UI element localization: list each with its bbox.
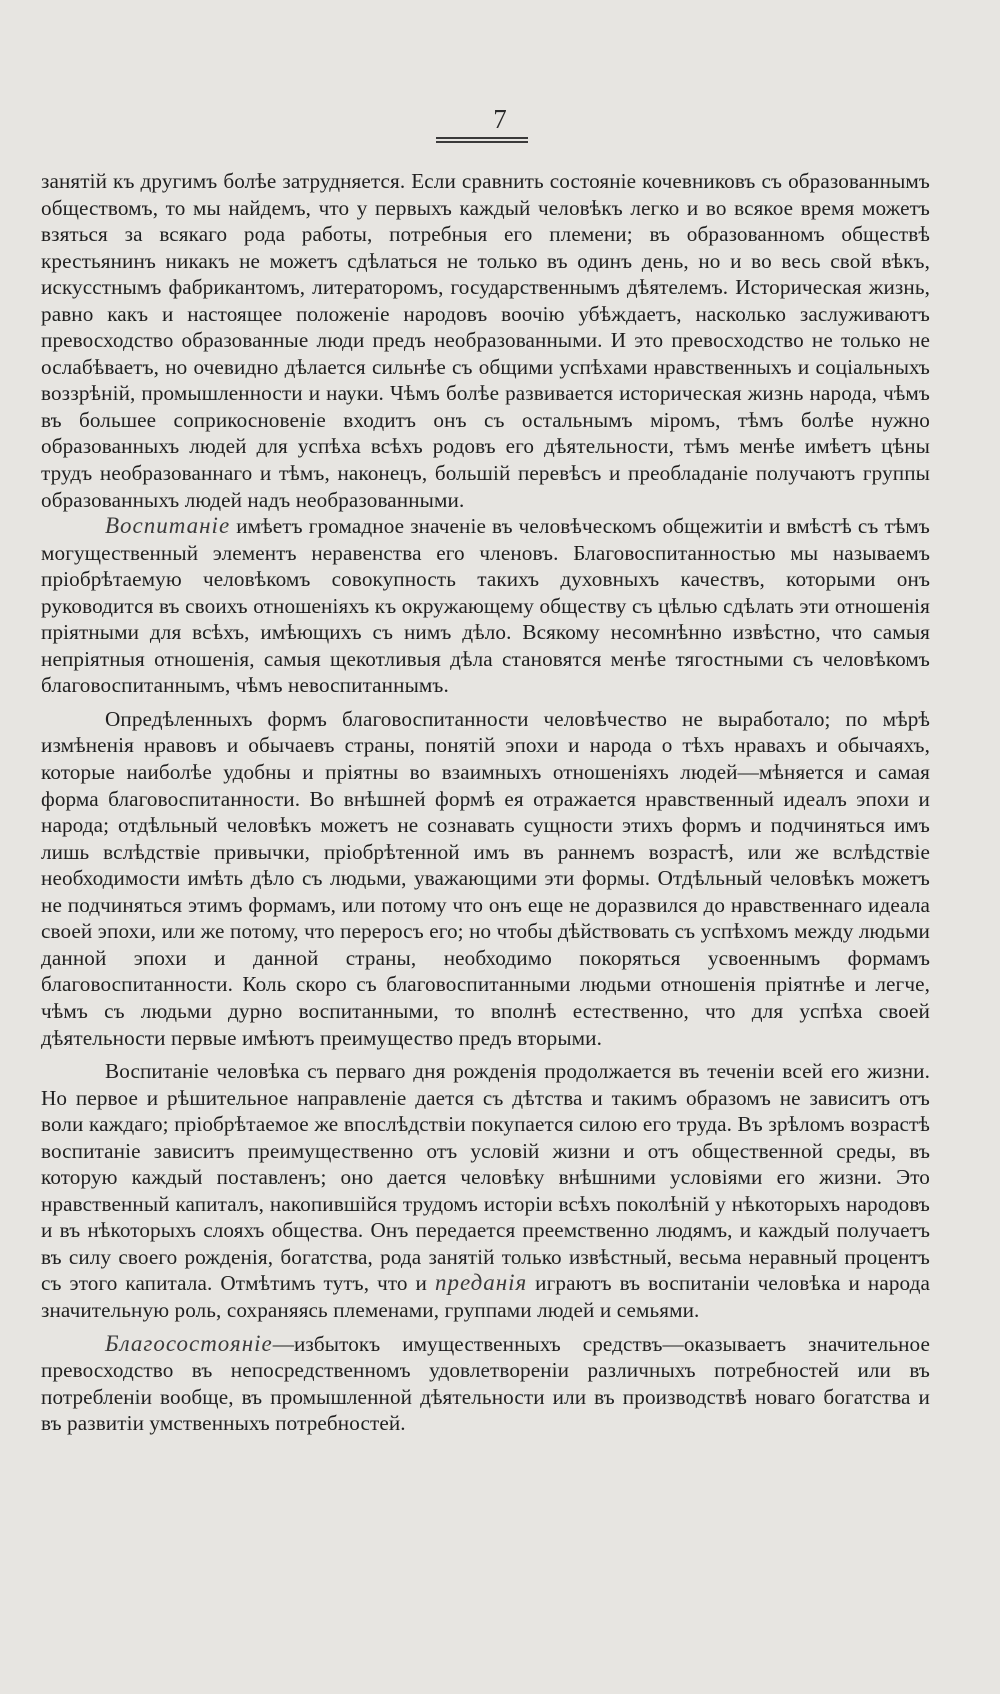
- paragraph-4-text-after: играютъ въ воспитаніи человѣка и народа значительную роль, сохраняясь племенами, группами людей и семьями.: [41, 1271, 930, 1322]
- paragraph-5-text: —избытокъ имущественныхъ средствъ—оказываетъ значительное превосходство въ непосредственномъ удовлетвореніи различныхъ потребностей или въ потребленіи вообще, въ промышленной дѣятельности или въ производствѣ новаго богатства и въ развитіи умственныхъ потребностей.: [41, 1331, 930, 1436]
- paragraph-3-text: Опредѣленныхъ формъ благовоспитанности человѣчество не выработало; по мѣрѣ измѣненія нравовъ и обычаевъ страны, понятій эпохи и народа о тѣхъ нравахъ и обычаяхъ, которые наиболѣе удобны и пріятны во взаимныхъ отношеніяхъ людей—мѣняется и самая форма благовоспитанности. Во внѣшней формѣ ея отражается нравственный идеалъ эпохи и народа; отдѣльный человѣкъ можетъ не сознавать сущности этихъ формъ и подчиняться имъ лишь вслѣдствіе привычки, пріобрѣтенной имъ въ раннемъ возрастѣ, или же вслѣдствіе необходимости имѣть дѣло съ людьми, уважающими эти формы. Отдѣльный человѣкъ можетъ не подчиняться этимъ формамъ, или потому что онъ еще не доразвился до нравственнаго идеала своей эпохи, или же потому, что переросъ его; но чтобы дѣйствовать съ успѣхомъ между людьми данной эпохи и данной страны, необходимо покоряться усвоеннымъ формамъ благовоспитанности. Коль скоро съ благовоспитанными людьми отношенія пріятнѣе и легче, чѣмъ съ людьми дурно воспитанными, то вполнѣ естественно, что для успѣха своей дѣятельности первые имѣютъ преимущество предъ вторыми.: [41, 706, 930, 1050]
- page-number: 7: [493, 104, 507, 134]
- paragraph-1-text: занятій къ другимъ болѣе затрудняется. Если сравнить состояніе кочевниковъ съ образованнымъ обществомъ, то мы найдемъ, что у первыхъ каждый человѣкъ легко и во всякое время можетъ взяться за всякаго рода работы, потребныя его племени; въ образованномъ обществѣ крестьянинъ никакъ не можетъ сдѣлаться не только въ одинъ день, но и во весь свой вѣкъ, искусстнымъ фабрикантомъ, литераторомъ, государственнымъ дѣятелемъ. Историческая жизнь, равно какъ и настоящее положеніе народовъ воочію убѣждаетъ, насколько заслуживаютъ превосходство образованные люди предъ необразованными. И это превосходство не только не ослабѣваетъ, но очевидно дѣлается сильнѣе съ общими успѣхами нравственныхъ и соціальныхъ воззрѣній, промышленности и науки. Чѣмъ болѣе развивается историческая жизнь народа, чѣмъ въ большее соприкосновеніе входитъ онъ съ остальнымъ міромъ, тѣмъ болѣе нужно образованныхъ людей для успѣха всѣхъ родовъ его дѣятельности, тѣмъ менѣе имѣетъ цѣны трудъ необразованнаго и тѣмъ, наконецъ, большій перевѣсъ и преобладаніе получаютъ группы образованныхъ людей надъ необразованными.: [41, 169, 930, 512]
- paragraph-5: [41, 1331, 930, 1437]
- paragraph-2-lead-term: Воспитаніе: [105, 513, 231, 539]
- paragraph-2-text: имѣетъ громадное значеніе въ человѣческомъ общежитіи и вмѣстѣ съ тѣмъ могущественный элементъ неравенства его членовъ. Благовоспитанностью мы называемъ пріобрѣтаемую человѣкомъ совокупность такихъ духовныхъ качествъ, которыми онъ руководится въ своихъ отношеніяхъ къ окружающему обществу съ цѣлью сдѣлать эти отношенія пріятными для всѣхъ, имѣющихъ съ нимъ дѣло. Всякому несомнѣнно извѣстно, что самыя непріятныя отношенія, самыя щекотливыя дѣла становятся менѣе тягостными съ человѣкомъ благовоспитаннымъ, чѣмъ невоспитаннымъ.: [41, 514, 930, 698]
- page-number-underline-second: [436, 141, 528, 143]
- paragraph-1: [41, 168, 930, 513]
- paragraph-3: [41, 706, 930, 1051]
- page-number-underline: [436, 137, 528, 139]
- paragraph-5-lead-term: Благосостояніе: [105, 1330, 273, 1356]
- paragraph-2: [41, 513, 930, 699]
- paragraph-4: [41, 1058, 930, 1323]
- body-text: [41, 168, 930, 1437]
- paragraph-4-text-before: Воспитаніе человѣка съ перваго дня рожденія продолжается въ теченіи всей его жизни. Но первое и рѣшительное направленіе дается съ дѣтства и такимъ образомъ не зависитъ отъ воли каждаго; пріобрѣтаемое же впослѣдствіи покупается силою его труда. Въ зрѣломъ возрастѣ воспитаніе зависитъ преимущественно отъ условій жизни и отъ общественной среды, въ которую каждый поставленъ; оно дается человѣку внѣшними условіями его жизни. Это нравственный капиталъ, накопившійся трудомъ исторіи всѣхъ поколѣній у нѣкоторыхъ народовъ и въ нѣкоторыхъ слояхъ общества. Онъ передается преемственно людямъ, и каждый получаетъ въ силу своего рожденія, богатства, рода занятій только извѣстный, весьма неравный процентъ съ этого капитала. Отмѣтимъ тутъ, что и: [41, 1059, 930, 1296]
- paragraph-4-emphasis: преданія: [434, 1270, 528, 1296]
